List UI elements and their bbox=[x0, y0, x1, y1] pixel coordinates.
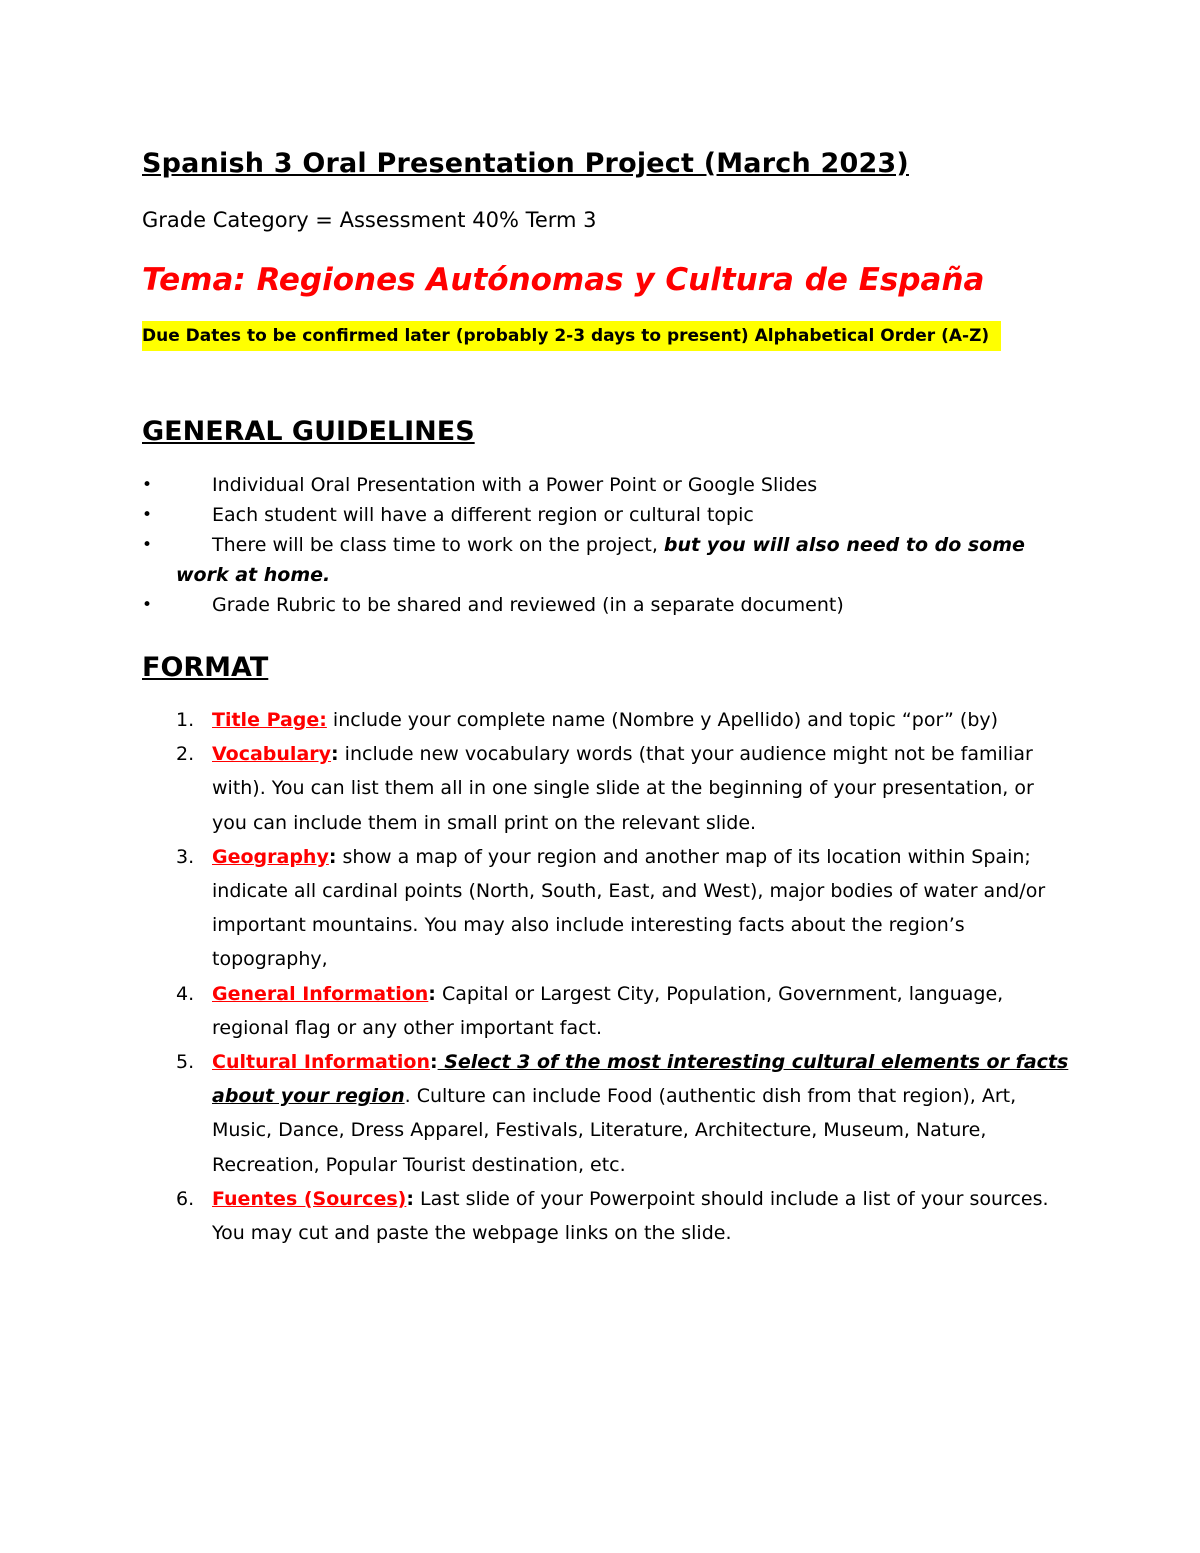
general-guidelines-list bbox=[142, 470, 1072, 620]
due-dates-highlight: Due Dates to be confirmed later (probably 2-3 days to present) Alphabetical Order (A-Z) bbox=[142, 321, 1001, 351]
item-label: Title Page: bbox=[212, 709, 327, 731]
list-item-text: Each student will have a different region or cultural topic bbox=[212, 504, 754, 526]
item-number: 1. bbox=[176, 709, 195, 731]
item-colon: : bbox=[430, 1051, 438, 1074]
item-text: Last slide of your Powerpoint should include a list of your sources. You may cut and paste the webpage links on the slide. bbox=[212, 1187, 1049, 1245]
list-item-text: There will be class time to work on the project, bbox=[212, 534, 664, 556]
bullet-icon: • bbox=[142, 475, 153, 495]
list-item bbox=[142, 703, 1072, 737]
item-text: show a map of your region and another map of its location within Spain; indicate all cardinal points (North, South, East, and West), major bodies of water and/or important mountains. You may also include interesting facts about the region’s topography, bbox=[212, 845, 1046, 971]
topic-heading: Tema: Regiones Autónomas y Cultura de España bbox=[142, 262, 985, 298]
list-item-text: Grade Rubric to be shared and reviewed (in a separate document) bbox=[212, 594, 844, 616]
item-number: 3. bbox=[176, 845, 195, 868]
item-label: Vocabulary bbox=[212, 743, 332, 766]
general-guidelines-heading: GENERAL GUIDELINES bbox=[142, 416, 475, 447]
list-item bbox=[142, 590, 1072, 620]
list-item bbox=[142, 737, 1072, 840]
item-colon: : bbox=[331, 743, 339, 766]
item-text: include new vocabulary words (that your audience might not be familiar with). You can list them all in one single slide at the beginning of your presentation, or you can include them in small print on the relevant slide. bbox=[212, 743, 1034, 834]
list-item-text: Individual Oral Presentation with a Power Point or Google Slides bbox=[212, 474, 818, 496]
item-number: 2. bbox=[176, 743, 195, 766]
list-item-continuation: work at home. bbox=[176, 564, 331, 586]
list-item bbox=[142, 530, 1072, 590]
item-colon: : bbox=[428, 982, 436, 1005]
list-item bbox=[142, 1182, 1072, 1250]
list-item-emphasis: but you will also need to do some bbox=[663, 534, 1025, 556]
item-number: 5. bbox=[176, 1051, 195, 1074]
item-label: Geography bbox=[212, 845, 329, 868]
item-number: 6. bbox=[176, 1187, 195, 1210]
item-colon: : bbox=[328, 845, 337, 868]
bullet-icon: • bbox=[142, 595, 153, 615]
format-heading: FORMAT bbox=[142, 652, 269, 683]
item-number: 4. bbox=[176, 982, 195, 1005]
list-item bbox=[142, 500, 1072, 530]
item-text: Capital or Largest City, Population, Government, language, regional flag or any other important fact. bbox=[212, 982, 1004, 1039]
list-item bbox=[142, 977, 1072, 1045]
list-item bbox=[142, 470, 1072, 500]
bullet-icon: • bbox=[142, 505, 153, 525]
format-list bbox=[142, 703, 1072, 1250]
document-title: Spanish 3 Oral Presentation Project (March 2023) bbox=[142, 148, 909, 179]
grade-category: Grade Category = Assessment 40% Term 3 bbox=[142, 208, 597, 232]
item-colon: : bbox=[406, 1187, 414, 1210]
item-text: . Culture can include Food (authentic dish from that region), Art, Music, Dance, Dress Apparel, Festivals, Literature, Architecture, Museum, Nature, Recreation, Popular Tourist destination, etc. bbox=[212, 1085, 1017, 1176]
item-emphasis: Select 3 of the most interesting cultural elements or facts about your region bbox=[212, 1051, 1069, 1108]
item-text: include your complete name (Nombre y Apellido) and topic “por” (by) bbox=[326, 709, 999, 731]
list-item bbox=[142, 1045, 1072, 1182]
item-label: Cultural Information bbox=[212, 1051, 430, 1074]
item-label: Fuentes (Sources) bbox=[212, 1187, 407, 1210]
list-item bbox=[142, 840, 1072, 977]
bullet-icon: • bbox=[142, 535, 153, 555]
item-label: General Information bbox=[212, 982, 429, 1005]
